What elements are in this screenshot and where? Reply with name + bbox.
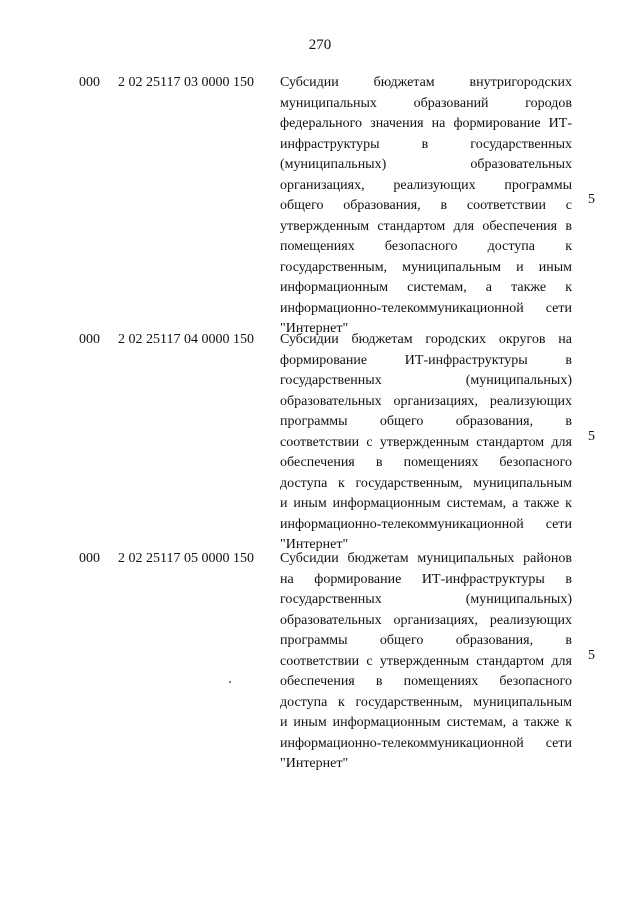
description-line: "Интернет" [280, 537, 349, 552]
description-line: на формирование ИТ-инфраструктуры в [280, 571, 572, 587]
description-line: общего образования, в соответствии с [280, 198, 572, 213]
admin-code: 000 [79, 551, 100, 566]
amount-value: 5 [588, 192, 595, 207]
description-line: информационно-телекоммуникационной сети [280, 300, 572, 316]
description-line: обеспечения в помещениях безопасного [280, 455, 572, 470]
description-line: государственных (муниципальных) [280, 373, 572, 388]
row-description [280, 73, 572, 340]
page-number: 270 [308, 37, 332, 53]
admin-code: 000 [79, 332, 100, 347]
description-line: соответствии с утвержденным стандартом для [280, 653, 572, 669]
description-line: информационно-телекоммуникационной сети [280, 516, 572, 532]
description-line: муниципальных образований городов [280, 95, 572, 111]
admin-code: 000 [79, 75, 100, 90]
description-line: утвержденным стандартом для обеспечения в [280, 218, 572, 234]
description-line: Субсидии бюджетам городских округов на [280, 332, 572, 347]
description-line: Субсидии бюджетам муниципальных районов [280, 551, 572, 566]
description-line: формирование ИТ-инфраструктуры в [280, 352, 572, 368]
description-line: помещениях безопасного доступа к [280, 239, 572, 254]
description-line: образовательных организациях, реализующих [280, 393, 572, 409]
description-line: обеспечения в помещениях безопасного [280, 674, 572, 689]
description-line: образовательных организациях, реализующих [280, 612, 572, 628]
description-line: информационно-телекоммуникационной сети [280, 735, 572, 751]
description-line: Субсидии бюджетам внутригородских [280, 75, 572, 90]
description-line: инфраструктуры в государственных [280, 136, 572, 152]
description-line: "Интернет" [280, 756, 349, 771]
kbk-code: 2 02 25117 04 0000 150 [118, 332, 254, 347]
description-line: государственных (муниципальных) [280, 592, 572, 607]
kbk-code: 2 02 25117 03 0000 150 [118, 75, 254, 90]
description-line: и иным информационным системам, а также к [280, 496, 572, 511]
scan-speck [229, 681, 231, 683]
description-line: федерального значения на формирование ИТ- [280, 116, 572, 131]
description-line: доступа к государственным, муниципальным [280, 475, 572, 491]
description-line: государственным, муниципальным и иным [280, 259, 572, 275]
description-line: и иным информационным системам, а также к [280, 715, 572, 730]
row-description [280, 549, 572, 775]
kbk-code: 2 02 25117 05 0000 150 [118, 551, 254, 566]
description-line: программы общего образования, в [280, 633, 572, 648]
description-line: "Интернет" [280, 321, 349, 336]
row-description [280, 330, 572, 556]
description-line: (муниципальных) образовательных [280, 157, 572, 172]
description-line: соответствии с утвержденным стандартом для [280, 434, 572, 450]
description-line: организациях, реализующих программы [280, 177, 572, 193]
description-line: программы общего образования, в [280, 414, 572, 429]
description-line: доступа к государственным, муниципальным [280, 694, 572, 710]
description-line: информационным системам, а также к [280, 280, 572, 295]
amount-value: 5 [588, 429, 595, 444]
amount-value: 5 [588, 648, 595, 663]
